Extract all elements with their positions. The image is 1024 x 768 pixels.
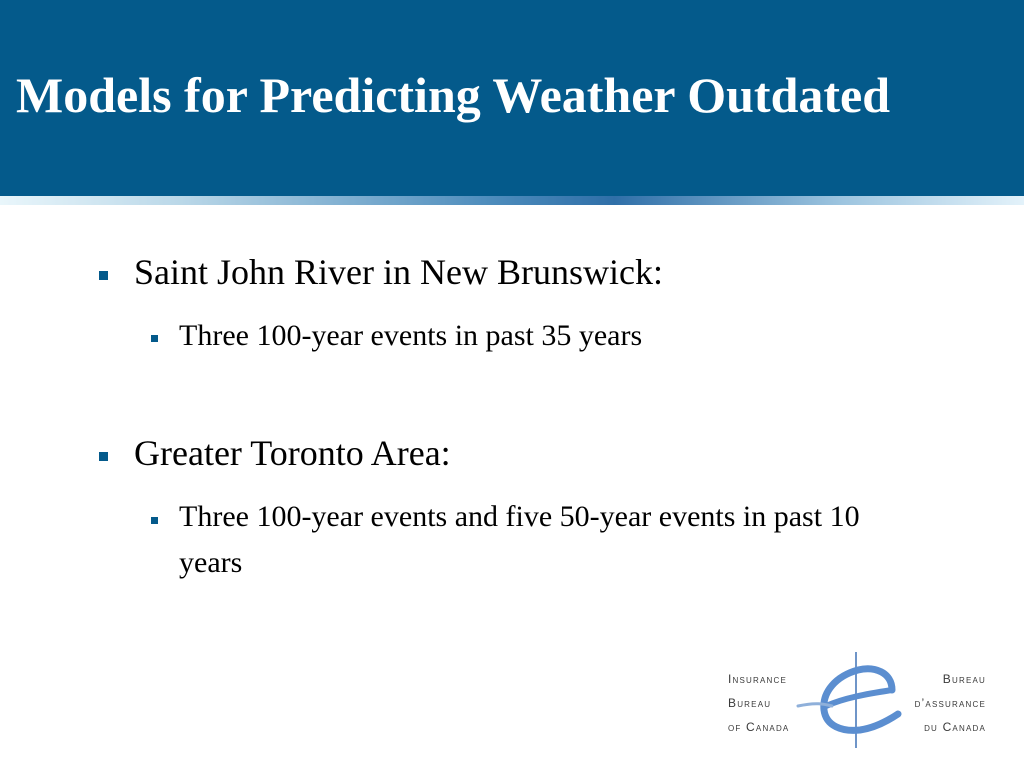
bullet-text: Saint John River in New Brunswick: — [134, 252, 663, 292]
sub-bullet-marker — [151, 335, 158, 342]
logo-line: Bureau — [942, 672, 986, 686]
ibc-e-logo-icon — [796, 650, 916, 750]
logo-line: Insurance — [728, 672, 788, 686]
sub-bullet-marker — [151, 517, 158, 524]
logo-text-english — [728, 667, 789, 739]
bullet-text: Greater Toronto Area: — [134, 433, 451, 473]
sub-bullet-text: Three 100-year events and five 50-year events in past 10 years — [179, 500, 860, 579]
slide-title: Models for Predicting Weather Outdated — [16, 67, 891, 123]
logo-line: of Canada — [728, 720, 790, 734]
ibc-logo — [726, 650, 988, 750]
sub-bullet-text: Three 100-year events in past 35 years — [179, 319, 643, 352]
bullet-marker — [99, 271, 108, 280]
logo-line: du Canada — [924, 720, 986, 734]
logo-line: Bureau — [728, 696, 772, 710]
logo-line: d’assurance — [914, 696, 986, 710]
bullet-marker — [99, 452, 108, 461]
logo-text-french — [915, 667, 986, 739]
